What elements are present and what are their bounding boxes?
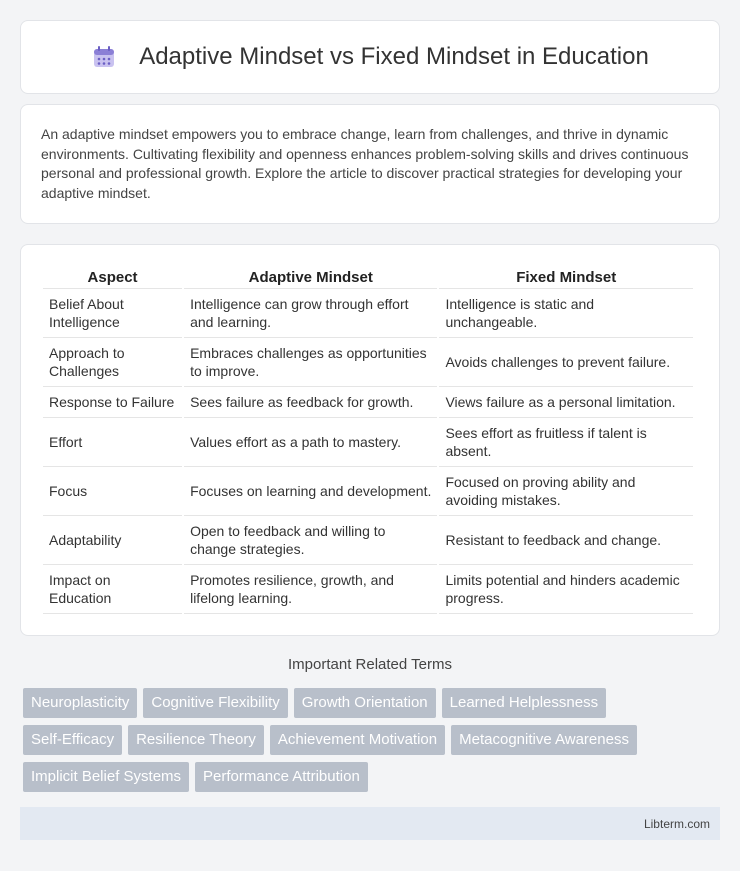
table-cell-adaptive: Values effort as a path to mastery. xyxy=(184,418,437,467)
footer-site-link[interactable]: Libterm.com xyxy=(643,816,710,831)
header xyxy=(91,43,649,71)
tag-performance-attribution[interactable]: Performance Attribution xyxy=(195,762,368,792)
column-header-aspect: Aspect xyxy=(43,265,182,289)
table-cell-aspect: Belief About Intelligence xyxy=(43,289,182,338)
table-cell-fixed: Intelligence is static and unchangeable. xyxy=(439,289,693,338)
table-cell-aspect: Adaptability xyxy=(43,516,182,565)
page-title: Adaptive Mindset vs Fixed Mindset in Education xyxy=(139,43,649,70)
table-cell-aspect: Approach to Challenges xyxy=(43,338,182,387)
tag-cognitive-flexibility[interactable]: Cognitive Flexibility xyxy=(143,688,287,718)
table-cell-fixed: Focused on proving ability and avoiding mistakes. xyxy=(439,467,693,516)
intro-text: An adaptive mindset empowers you to embrace change, learn from challenges, and thrive in dynamic environments. Cultivating flexibility and openness enhances problem-solving skills and drives continuous personal and professional growth. Explore the article to discover practical strategies for developing your adaptive mindset. xyxy=(41,126,689,201)
tag-neuroplasticity[interactable]: Neuroplasticity xyxy=(23,688,137,718)
tag-implicit-belief-systems[interactable]: Implicit Belief Systems xyxy=(23,762,189,792)
table-cell-fixed: Avoids challenges to prevent failure. xyxy=(439,338,693,387)
tag-achievement-motivation[interactable]: Achievement Motivation xyxy=(270,725,445,755)
table-cell-fixed: Resistant to feedback and change. xyxy=(439,516,693,565)
table-cell-adaptive: Focuses on learning and development. xyxy=(184,467,437,516)
table-row xyxy=(43,289,693,338)
intro-card xyxy=(20,104,720,224)
table-header-row xyxy=(43,265,693,289)
table-cell-fixed: Sees effort as fruitless if talent is absent. xyxy=(439,418,693,467)
tag-growth-orientation[interactable]: Growth Orientation xyxy=(294,688,436,718)
table-row xyxy=(43,467,693,516)
table-cell-aspect: Impact on Education xyxy=(43,565,182,614)
table-cell-fixed: Views failure as a personal limitation. xyxy=(439,387,693,418)
table-row xyxy=(43,418,693,467)
table-row xyxy=(43,338,693,387)
tag-resilience-theory[interactable]: Resilience Theory xyxy=(128,725,264,755)
table-cell-aspect: Focus xyxy=(43,467,182,516)
table-cell-adaptive: Sees failure as feedback for growth. xyxy=(184,387,437,418)
table-cell-fixed: Limits potential and hinders academic progress. xyxy=(439,565,693,614)
table-row xyxy=(43,516,693,565)
footer xyxy=(20,807,720,840)
calendar-icon xyxy=(91,44,117,70)
table-cell-adaptive: Open to feedback and willing to change strategies. xyxy=(184,516,437,565)
table-cell-adaptive: Intelligence can grow through effort and learning. xyxy=(184,289,437,338)
comparison-table xyxy=(41,265,695,614)
table-cell-adaptive: Embraces challenges as opportunities to improve. xyxy=(184,338,437,387)
table-row xyxy=(43,387,693,418)
column-header-adaptive: Adaptive Mindset xyxy=(184,265,437,289)
table-cell-aspect: Response to Failure xyxy=(43,387,182,418)
related-terms-title: Important Related Terms xyxy=(288,656,452,673)
column-header-fixed: Fixed Mindset xyxy=(439,265,693,289)
comparison-table-card xyxy=(20,244,720,636)
table-cell-aspect: Effort xyxy=(43,418,182,467)
table-cell-adaptive: Promotes resilience, growth, and lifelong learning. xyxy=(184,565,437,614)
related-terms-tags xyxy=(23,688,703,792)
tag-metacognitive-awareness[interactable]: Metacognitive Awareness xyxy=(451,725,637,755)
header-card xyxy=(20,20,720,94)
tag-learned-helplessness[interactable]: Learned Helplessness xyxy=(442,688,606,718)
tag-self-efficacy[interactable]: Self-Efficacy xyxy=(23,725,122,755)
table-row xyxy=(43,565,693,614)
